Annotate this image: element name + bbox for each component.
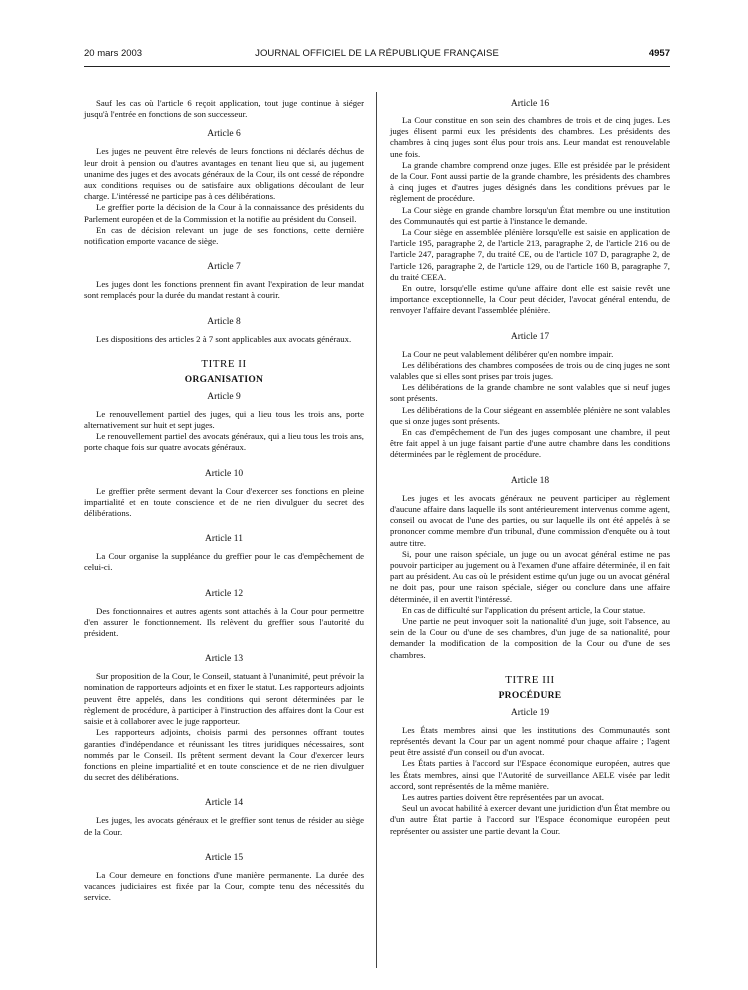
- article-heading: Article 9: [207, 391, 241, 402]
- article-paragraph: En cas de décision relevant un juge de ses fonctions, cette dernière notification emporte vacance de siège.: [84, 224, 364, 247]
- column-divider: [376, 92, 377, 968]
- article-heading: Article 8: [207, 316, 241, 327]
- article-heading: Article 11: [205, 534, 243, 545]
- article-paragraph: Les juges et les avocats généraux ne peuvent participer au règlement d'aucune affaire dans laquelle ils sont antérieurement intervenus comme agent, conseil ou avocat de l'une des parties, ou sur laquelle ils ont été appelés à se prononcer comme membre d'un tribunal, d'une commission d'enquête ou à tout autre titre.: [390, 492, 670, 548]
- header-rule: [84, 66, 670, 67]
- article-paragraph: Les autres parties doivent être représentées par un avocat.: [402, 791, 604, 802]
- article-paragraph: Les juges dont les fonctions prennent fin avant l'expiration de leur mandat sont remplacés pour la durée du mandat restant à courir.: [84, 279, 364, 301]
- article-paragraph: Le greffier prête serment devant la Cour d'exercer ses fonctions en pleine impartialité et en toute conscience et de ne rien divulguer du secret des délibérations.: [84, 485, 364, 519]
- article-paragraph: Des fonctionnaires et autres agents sont attachés à la Cour pour permettre d'en assurer le fonctionnement. Ils relèvent du greffier sous l'autorité du président.: [84, 605, 364, 639]
- article-heading: Article 12: [204, 588, 244, 599]
- article-paragraph: La Cour organise la suppléance du greffier pour le cas d'empêchement de celui-ci.: [84, 551, 364, 573]
- article-paragraph: En cas de difficulté sur l'application du présent article, la Cour statue.: [402, 604, 646, 615]
- titre-subtitle: PROCÉDURE: [498, 690, 562, 701]
- article-paragraph: Le renouvellement partiel des juges, qui a lieu tous les trois ans, porte alternativement sur huit et sept juges.: [84, 408, 364, 431]
- article-paragraph: Les délibérations de la grande chambre ne sont valables que si neuf juges sont présents.: [390, 382, 670, 404]
- right-column: [390, 98, 670, 837]
- article-heading: Article 16: [510, 99, 550, 109]
- article-paragraph: Les rapporteurs adjoints, choisis parmi des personnes offrant toutes garanties d'indépendance et réunissant les titres juridiques nécessaires, sont nommés par le Conseil. Ils prêtent serment devant la Cour d'exercer leurs fonctions en pleine impartialité et en toute conscience et de ne rien divulguer du secret des délibérations.: [84, 727, 364, 783]
- article-paragraph: La Cour ne peut valablement délibérer qu'en nombre impair.: [402, 348, 614, 359]
- article-heading: Article 19: [510, 707, 550, 718]
- article-paragraph: Sur proposition de la Cour, le Conseil, statuant à l'unanimité, peut prévoir la nomination de rapporteurs adjoints et en fixer le statut. Les rapporteurs adjoints peuvent être appelés, dans les conditions qui seront déterminées par le règlement de procédure, à participer à l'instruction des affaires dont la Cour est saisie et à collaborer avec le juge rapporteur.: [84, 671, 364, 727]
- article-paragraph: Les dispositions des articles 2 à 7 sont applicables aux avocats généraux.: [96, 333, 352, 344]
- article-paragraph: En outre, lorsqu'elle estime qu'une affaire dont elle est saisie revêt une importance exceptionnelle, la Cour peut décider, l'avocat général entendu, de renvoyer l'affaire devant l'assemblée plénière.: [390, 283, 670, 316]
- article-heading: Article 15: [204, 852, 244, 863]
- article-paragraph: Le renouvellement partiel des avocats généraux, qui a lieu tous les trois ans, porte chaque fois sur quatre avocats généraux.: [84, 431, 364, 453]
- article-paragraph: La grande chambre comprend onze juges. Elle est présidée par le président de la Cour. Font aussi partie de la grande chambre, les présidents des chambres à cinq juges et d'autres juges désignés dans les conditions prévues par le règlement de procédure.: [390, 159, 670, 204]
- article-paragraph: Les délibérations des chambres composées de trois ou de cinq juges ne sont valables que si elles sont prises par trois juges.: [390, 359, 670, 382]
- intro-paragraph: Sauf les cas où l'article 6 reçoit application, tout juge continue à siéger jusqu'à l'entrée en fonctions de son successeur.: [84, 98, 364, 120]
- article-heading: Article 7: [207, 262, 241, 273]
- article-heading: Article 14: [204, 798, 244, 809]
- article-paragraph: Une partie ne peut invoquer soit la nationalité d'un juge, soit l'absence, au sein de la Cour ou d'une de ses chambres, d'un juge de sa nationalité, pour demander la modification de la composition de la Cour ou d'une de ses chambres.: [390, 615, 670, 660]
- article-paragraph: La Cour demeure en fonctions d'une manière permanente. La durée des vacances judiciaires est fixée par la Cour, compte tenu des nécessités du service.: [84, 869, 364, 903]
- article-paragraph: La Cour siège en assemblée plénière lorsqu'elle est saisie en application de l'article 195, paragraphe 2, de l'article 213, paragraphe 2, de l'article 216 ou de l'article 247, paragraphe 7, du traité CE, ou de l'article 107 D, paragraphe 2, de l'article 126, paragraphe 2, de l'article 129, ou de l'article 160 B, paragraphe 7, du traité CEEA.: [390, 227, 670, 282]
- page-header: [84, 48, 670, 64]
- article-paragraph: Les délibérations de la Cour siégeant en assemblée plénière ne sont valables que si onze juges sont présents.: [390, 404, 670, 426]
- article-paragraph: Le greffier porte la décision de la Cour à la connaissance des présidents du Parlement européen et de la Commission et la notifie au président du Conseil.: [84, 202, 364, 224]
- article-paragraph: La Cour siège en grande chambre lorsqu'un État membre ou une institution des Communautés qui est partie à l'instance le demande.: [390, 204, 670, 226]
- article-heading: Article 10: [204, 468, 244, 479]
- article-heading: Article 18: [510, 475, 550, 486]
- article-paragraph: Les États membres ainsi que les institutions des Communautés sont représentés devant la Cour par un agent nommé pour chaque affaire ; l'agent peut être assisté d'un conseil ou d'un avocat.: [390, 724, 670, 758]
- titre-label: TITRE III: [505, 673, 555, 686]
- page-number: 4957: [648, 48, 670, 59]
- article-paragraph: Les juges ne peuvent être relevés de leurs fonctions ni déclarés déchus de leur droit à pension ou d'autres avantages en tenant lieu que si, au jugement unanime des juges et des avocats généraux de la Cour, ils ont cessé de répondre aux conditions requises ou de satisfaire aux obligations découlant de leur charge. L'intéressé ne participe pas à ces délibérations.: [84, 146, 364, 202]
- article-paragraph: Seul un avocat habilité à exercer devant une juridiction d'un État membre ou d'un autre État partie à l'accord sur l'Espace économique européen peut représenter ou assister une partie devant la Cour.: [390, 803, 670, 836]
- titre-label: TITRE II: [201, 357, 247, 370]
- titre-subtitle: ORGANISATION: [184, 374, 264, 385]
- article-heading: Article 17: [510, 331, 550, 342]
- article-paragraph: La Cour constitue en son sein des chambres de trois et de cinq juges. Les juges élisent parmi eux les présidents des chambres. Les présidents des chambres à cinq juges sont élus pour trois ans. Leur mandat est renouvelable une fois.: [390, 115, 670, 159]
- journal-title: JOURNAL OFFICIEL DE LA RÉPUBLIQUE FRANÇAISE: [255, 48, 499, 59]
- article-paragraph: En cas d'empêchement de l'un des juges composant une chambre, il peut être fait appel à un juge faisant partie d'une autre chambre dans les conditions déterminées par le règlement de procédure.: [390, 427, 670, 460]
- article-heading: Article 6: [207, 129, 241, 140]
- article-paragraph: Les juges, les avocats généraux et le greffier sont tenus de résider au siège de la Cour.: [84, 815, 364, 837]
- article-paragraph: Si, pour une raison spéciale, un juge ou un avocat général estime ne pas pouvoir participer au jugement ou à l'examen d'une affaire déterminée, il en fait part au président. Au cas où le président estime qu'un juge ou un avocat général ne doit pas, pour une raison spéciale, siéger ou conclure dans une affaire déterminée, il en avertit l'intéressé.: [390, 548, 670, 604]
- article-heading: Article 13: [204, 654, 244, 665]
- article-paragraph: Les États parties à l'accord sur l'Espace économique européen, autres que les États membres, ainsi que l'Autorité de surveillance AELE visée par ledit accord, sont représentés de la même manière.: [390, 758, 670, 791]
- left-column: [84, 98, 364, 903]
- header-date: 20 mars 2003: [84, 48, 143, 59]
